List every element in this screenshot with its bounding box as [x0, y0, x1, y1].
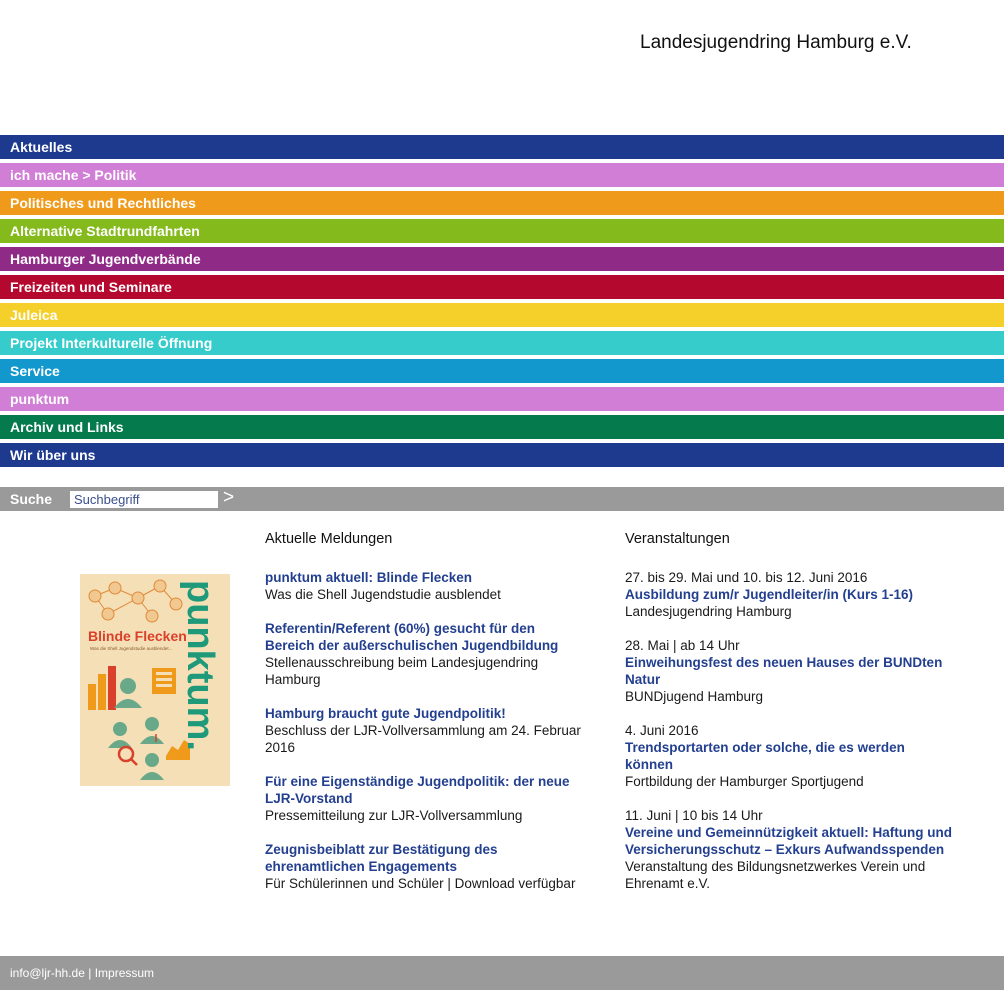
- news-item: [265, 773, 585, 824]
- cover-title: Blinde Flecken: [88, 628, 187, 644]
- event-organizer: Veranstaltung des Bildungsnetzwerkes Verein und Ehrenamt e.V.: [625, 859, 926, 891]
- nav-item-juleica[interactable]: Juleica: [0, 303, 1004, 327]
- news-item: [265, 841, 585, 892]
- nav-item-wir-ueber-uns[interactable]: Wir über uns: [0, 443, 1004, 467]
- footer-impressum-link[interactable]: Impressum: [94, 966, 155, 980]
- event-item: [625, 637, 955, 705]
- news-heading: Aktuelle Meldungen: [265, 531, 393, 547]
- event-title[interactable]: Vereine und Gemeinnützigkeit aktuell: Haftung und Versicherungsschutz – Exkurs Aufwandsspenden: [625, 825, 953, 857]
- search-submit-button[interactable]: >: [223, 487, 235, 508]
- news-item-title[interactable]: Zeugnisbeiblatt zur Bestätigung des ehrenamtlichen Engagements: [265, 842, 498, 874]
- event-item: [625, 807, 955, 892]
- news-item-title[interactable]: Hamburg braucht gute Jugendpolitik!: [265, 706, 506, 721]
- nav-item-interkulturelle-oeffnung[interactable]: Projekt Interkulturelle Öffnung: [0, 331, 1004, 355]
- nav-item-archiv-und-links[interactable]: Archiv und Links: [0, 415, 1004, 439]
- search-bar: [0, 487, 1004, 511]
- event-organizer: BUNDjugend Hamburg: [625, 689, 764, 704]
- main-nav: [0, 135, 1004, 471]
- news-item: [265, 620, 585, 688]
- punktum-cover-image[interactable]: [80, 574, 230, 786]
- cover-brand: punktum.: [179, 580, 221, 751]
- news-item-text: Für Schülerinnen und Schüler | Download verfügbar: [265, 876, 576, 891]
- news-item: [265, 569, 585, 603]
- nav-item-alternative-stadtrundfahrten[interactable]: Alternative Stadtrundfahrten: [0, 219, 1004, 243]
- event-title[interactable]: Ausbildung zum/r Jugendleiter/in (Kurs 1-16): [625, 587, 914, 602]
- news-column: [265, 531, 585, 909]
- events-heading: Veranstaltungen: [625, 531, 730, 547]
- footer-separator: |: [84, 966, 95, 980]
- event-item: [625, 569, 955, 620]
- event-organizer: Fortbildung der Hamburger Sportjugend: [625, 774, 864, 789]
- event-date: 27. bis 29. Mai und 10. bis 12. Juni 2016: [625, 570, 868, 585]
- nav-item-aktuelles[interactable]: Aktuelles: [0, 135, 1004, 159]
- news-item-text: Beschluss der LJR-Vollversammlung am 24. Februar 2016: [265, 723, 581, 755]
- news-item-text: Pressemitteilung zur LJR-Vollversammlung: [265, 808, 523, 823]
- news-item-text: Stellenausschreibung beim Landesjugendring Hamburg: [265, 655, 539, 687]
- cover-subtitle: Was die Shell Jugendstudie ausblendet...: [90, 646, 173, 651]
- nav-item-politisches-und-rechtliches[interactable]: Politisches und Rechtliches: [0, 191, 1004, 215]
- event-title[interactable]: Trendsportarten oder solche, die es werden können: [625, 740, 905, 772]
- event-date: 4. Juni 2016: [625, 723, 699, 738]
- nav-item-ich-mache-politik[interactable]: ich mache > Politik: [0, 163, 1004, 187]
- news-item-title[interactable]: Referentin/Referent (60%) gesucht für den Bereich der außerschulischen Jugendbildung: [265, 621, 559, 653]
- event-title[interactable]: Einweihungsfest des neuen Hauses der BUNDten Natur: [625, 655, 943, 687]
- footer-email-link[interactable]: info@ljr-hh.de: [10, 966, 85, 980]
- nav-item-service[interactable]: Service: [0, 359, 1004, 383]
- event-organizer: Landesjugendring Hamburg: [625, 604, 792, 619]
- nav-item-punktum[interactable]: punktum: [0, 387, 1004, 411]
- nav-item-hamburger-jugendverbaende[interactable]: Hamburger Jugendverbände: [0, 247, 1004, 271]
- news-item: [265, 705, 585, 756]
- search-input[interactable]: [70, 491, 218, 508]
- news-item-title[interactable]: punktum aktuell: Blinde Flecken: [265, 570, 473, 585]
- event-date: 11. Juni | 10 bis 14 Uhr: [625, 808, 763, 823]
- punktum-cover-illustration: [80, 574, 230, 786]
- event-item: [625, 722, 955, 790]
- search-label: Suche: [10, 491, 53, 507]
- site-title: Landesjugendring Hamburg e.V.: [640, 32, 912, 53]
- event-date: 28. Mai | ab 14 Uhr: [625, 638, 740, 653]
- news-item-title[interactable]: Für eine Eigenständige Jugendpolitik: der neue LJR-Vorstand: [265, 774, 570, 806]
- footer: [0, 956, 1004, 990]
- nav-item-freizeiten-und-seminare[interactable]: Freizeiten und Seminare: [0, 275, 1004, 299]
- news-item-text: Was die Shell Jugendstudie ausblendet: [265, 587, 501, 602]
- events-column: [625, 531, 955, 909]
